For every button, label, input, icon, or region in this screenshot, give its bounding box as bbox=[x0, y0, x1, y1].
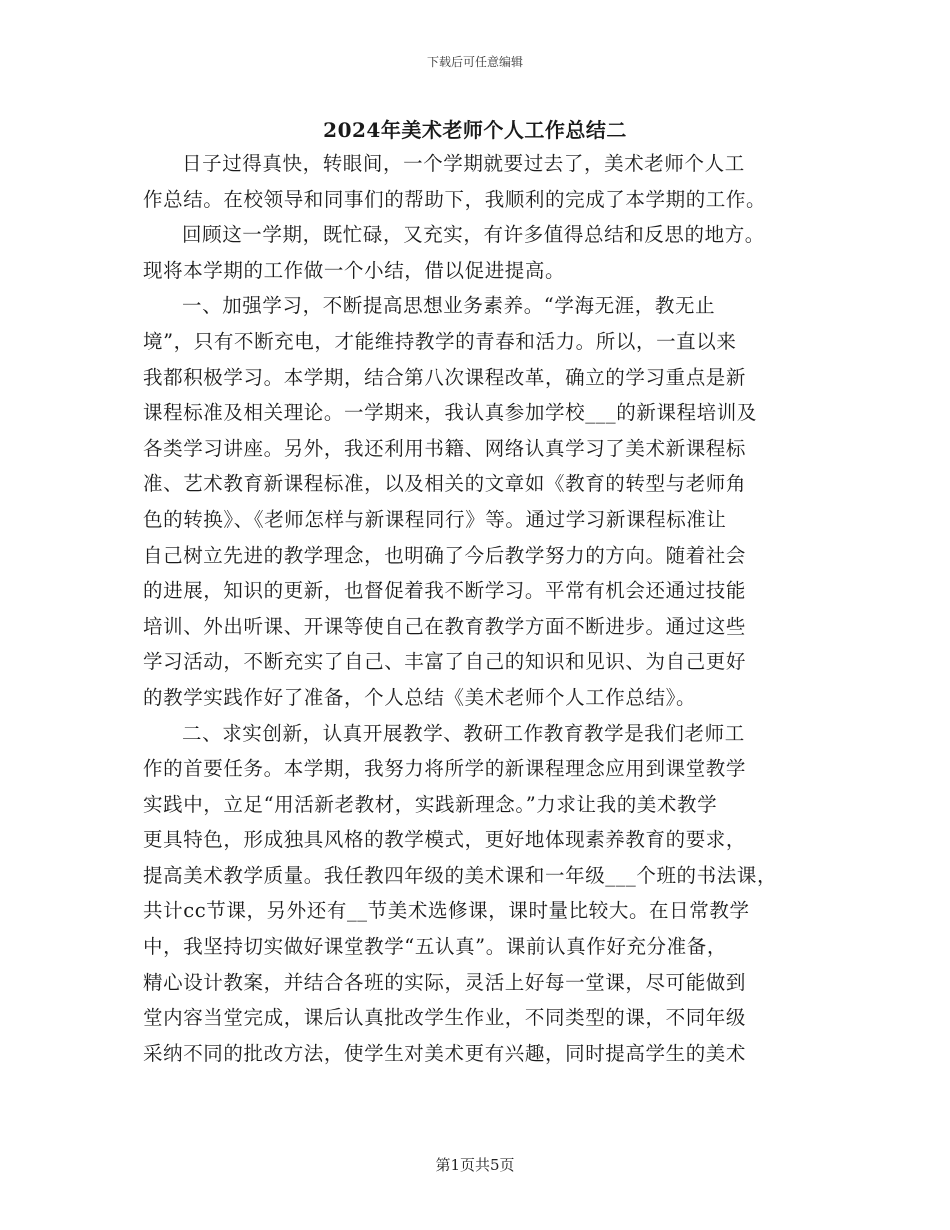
text-line: 我都积极学习。本学期，结合第八次课程改革，确立的学习重点是新 bbox=[143, 365, 747, 389]
text-line: 精心设计教案，并结合各班的实际，灵活上好每一堂课，尽可能做到 bbox=[143, 970, 747, 994]
text-line: 的教学实践作好了准备，个人总结《美术老师个人工作总结》。 bbox=[143, 685, 697, 709]
text-line: 作总结。在校领导和同事们的帮助下，我顺利的完成了本学期的工作。 bbox=[143, 187, 767, 211]
text-line: 作的首要任务。本学期，我努力将所学的新课程理念应用到课堂教学 bbox=[143, 757, 747, 781]
text-line: 的进展，知识的更新，也督促着我不断学习。平常有机会还通过技能 bbox=[143, 579, 747, 603]
text-line: 二、求实创新，认真开展教学、教研工作教育教学是我们老师工 bbox=[182, 721, 745, 745]
text-line: 共计cc节课，另外还有__节美术选修课，课时量比较大。在日常教学 bbox=[143, 899, 750, 923]
text-line: 准、艺术教育新课程标准，以及相关的文章如《教育的转型与老师角 bbox=[143, 472, 747, 496]
text-line: 境”，只有不断充电，才能维持教学的青春和活力。所以，一直以来 bbox=[143, 329, 737, 353]
text-line: 堂内容当堂完成，课后认真批改学生作业，不同类型的课，不同年级 bbox=[143, 1006, 747, 1030]
text-line: 现将本学期的工作做一个小结，借以促进提高。 bbox=[143, 258, 566, 282]
text-line: 课程标准及相关理论。一学期来，我认真参加学校___的新课程培训及 bbox=[143, 401, 757, 425]
header-note: 下载后可任意编辑 bbox=[426, 55, 523, 69]
text-line: 回顾这一学期，既忙碌，又充实，有许多值得总结和反思的地方。 bbox=[182, 223, 765, 247]
text-line: 实践中，立足“用活新老教材，实践新理念。”力求让我的美术教学 bbox=[143, 792, 718, 816]
text-line: 一、加强学习，不断提高思想业务素养。“学海无涯，教无止 bbox=[182, 294, 716, 318]
text-line: 自己树立先进的教学理念，也明确了今后教学努力的方向。随着社会 bbox=[143, 543, 747, 567]
document-body bbox=[143, 146, 823, 1071]
document-title: 2024年美术老师个人工作总结二 bbox=[323, 118, 627, 142]
text-line: 更具特色，形成独具风格的教学模式，更好地体现素养教育的要求， bbox=[143, 828, 747, 852]
text-line: 色的转换》、《老师怎样与新课程同行》等。通过学习新课程标准让 bbox=[143, 507, 727, 531]
text-line: 中，我坚持切实做好课堂教学“五认真”。课前认真作好充分准备， bbox=[143, 935, 727, 959]
page-footer: 第1页共5页 bbox=[435, 1156, 515, 1174]
text-line: 提高美术教学质量。我任教四年级的美术课和一年级___个班的书法课， bbox=[143, 863, 778, 887]
text-line: 采纳不同的批改方法，使学生对美术更有兴趣，同时提高学生的美术 bbox=[143, 1041, 747, 1065]
text-line: 学习活动，不断充实了自己、丰富了自己的知识和见识、为自己更好 bbox=[143, 650, 747, 674]
text-line: 培训、外出听课、开课等使自己在教育教学方面不断进步。通过这些 bbox=[143, 614, 747, 638]
text-line: 各类学习讲座。另外，我还利用书籍、网络认真学习了美术新课程标 bbox=[143, 436, 747, 460]
text-line: 日子过得真快，转眼间，一个学期就要过去了，美术老师个人工 bbox=[182, 152, 745, 175]
